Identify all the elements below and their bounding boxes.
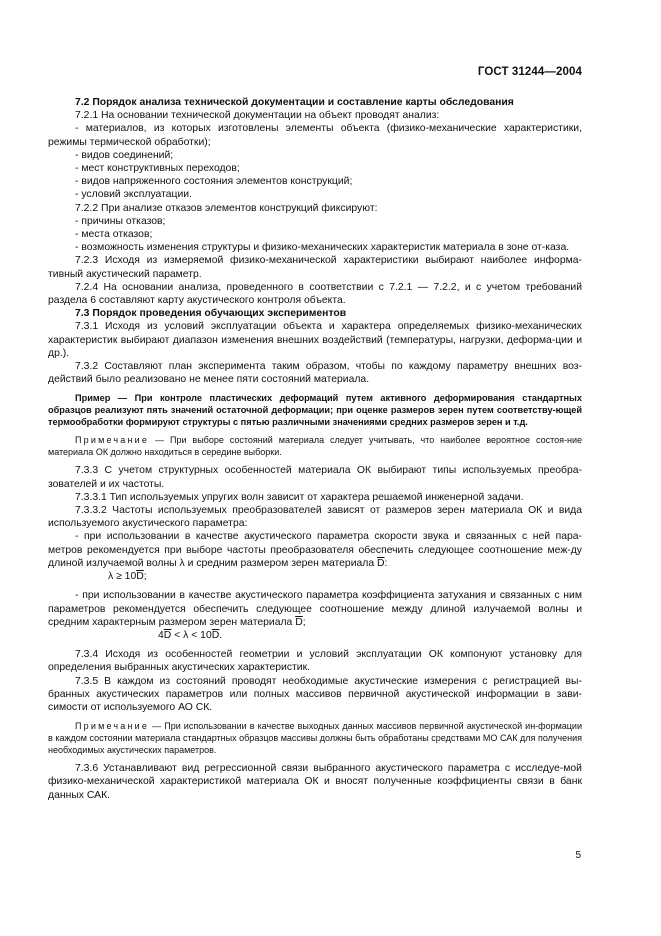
grain-size-symbol: $\overline{D}$: [295, 616, 303, 628]
paragraph-p721: 7.2.1 На основании технической документации на объект проводят анализ:: [75, 110, 440, 122]
paragraph-p734: 7.3.4 Исходя из особенностей геометрии и условий эксплуатации ОК компонуют установку для определения выбранных акустических характеристик.: [48, 649, 582, 674]
paragraph-h73: 7.3 Порядок проведения обучающих экспериментов: [75, 308, 347, 320]
paragraph-h72: 7.2 Порядок анализа технической документации и составление карты обследования: [75, 97, 514, 108]
note-2: [48, 720, 582, 756]
paragraph-p735: 7.3.5 В каждом из состояний проводят необходимые акустические измерения с регистрацией вы-бранных акустических параметров или полных массивов первичной акустической информации в зави-симости от используемого АО СК.: [48, 675, 582, 713]
paragraph-p723: 7.2.3 Исходя из измеряемой физико-механической характеристики выбирают наиболее информа-тивный акустический параметр.: [48, 255, 582, 280]
section-7-2-block: [48, 96, 582, 386]
formula-1: $\lambda \ge 10\overline{D}$;: [108, 571, 147, 583]
paragraph-p731: 7.3.1 Исходя из условий эксплуатации объекта и характера определяемых физико-механических характеристик выбирают диапазон изменения внешних воздействий (температуры, нагрузки, деформа-ции и др.).: [48, 321, 582, 359]
paragraph-d8: - возможность изменения структуры и физико-механических характеристик материала в зоне от-каза.: [75, 242, 570, 254]
note-1: [48, 434, 582, 458]
page-number: 5: [575, 850, 581, 861]
bullet-speed: - при использовании в качестве акустического параметра скорости звука и связанных с ней пара-метров рекомендуется при выборе частоты преобразователя обеспечить следующее соотношение меж-ду длиной излучаемой волны λ и средним размером зерен материала $\overline{D}$:: [48, 531, 582, 569]
paragraph-d1: - материалов, из которых изготовлены элементы объекта (физико-механические характеристики, режимы термической обработки);: [48, 123, 582, 148]
note-label: Примечание: [75, 435, 150, 446]
example-paragraph: Пример — При контроле пластических деформаций путем активного деформирования стандартных образцов реализуют пять значений остаточной деформации; при оценке размеров зерен путем соответству-ющей термообработки формируют структуры с пятью различными значениями средних размеров зерен и т.д.: [48, 393, 582, 428]
grain-size-symbol: $\overline{D}$: [377, 557, 385, 569]
bullet-attenuation: - при использовании в качестве акустического параметра коэффициента затухания и связанных с ним параметров рекомендуется обеспечить следующее соотношение между длиной излучаемой волны и средним характерным размером зерен материала $\overline{D}$;: [48, 590, 582, 628]
paragraph-d6: - причины отказов;: [75, 215, 166, 227]
note-text: — При выборе состояний материала следует учитывать, что наиболее вероятное состоя-ние материала ОК должно находиться в середине выборки.: [48, 435, 582, 458]
section-7-3-4-block: [48, 648, 582, 714]
document-id: ГОСТ 31244—2004: [477, 66, 582, 78]
paragraph-d7: - места отказов;: [75, 229, 153, 241]
paragraph-p7331: 7.3.3.1 Тип используемых упругих волн зависит от характера решаемой инженерной задачи.: [75, 491, 524, 503]
paragraph-d2: - видов соединений;: [75, 149, 174, 161]
section-7-3-3-block: [48, 464, 582, 530]
note-label: Примечание: [75, 721, 150, 732]
paragraph-p732: 7.3.2 Составляют план эксперимента таким образом, чтобы по каждому параметру внешних воз-действий было реализовано не менее пяти состояний материала.: [48, 361, 582, 386]
paragraph-p7332: 7.3.3.2 Частоты используемых преобразователей зависят от размеров зерен материала ОК и вида используемого акустического параметра:: [48, 505, 582, 530]
formula-2: $4\overline{D} < \lambda < 10\overline{D}$.: [158, 629, 223, 641]
paragraph-d3: - мест конструктивных переходов;: [75, 163, 240, 175]
note-text: — При использовании в качестве выходных данных массивов первичной акустической ин-формации в каждом состоянии материала стандартных образцов массивы должны быть обработаны средствами МО САК для получения необходимых акустических параметров.: [48, 721, 582, 756]
paragraph-d5: - условий эксплуатации.: [75, 189, 192, 201]
paragraph-p722: 7.2.2 При анализе отказов элементов конструкций фиксируют:: [75, 202, 378, 214]
paragraph-7-3-6: 7.3.6 Устанавливают вид регрессионной связи выбранного акустического параметра с исследуе-мой физико-механической характеристикой материала ОК и вносят полученные коэффициенты связи в банк данных САК.: [48, 763, 582, 801]
paragraph-d4: - видов напряженного состояния элементов конструкций;: [75, 176, 353, 188]
paragraph-p733: 7.3.3 С учетом структурных особенностей материала ОК выбирают типы используемых преобра-зователей и их частоты.: [48, 465, 582, 490]
paragraph-p724: 7.2.4 На основании анализа, проведенного в соответствии с 7.2.1 — 7.2.2, и с учетом требований раздела 6 составляют карту акустического контроля объекта.: [48, 281, 582, 307]
document-body: [48, 96, 582, 802]
